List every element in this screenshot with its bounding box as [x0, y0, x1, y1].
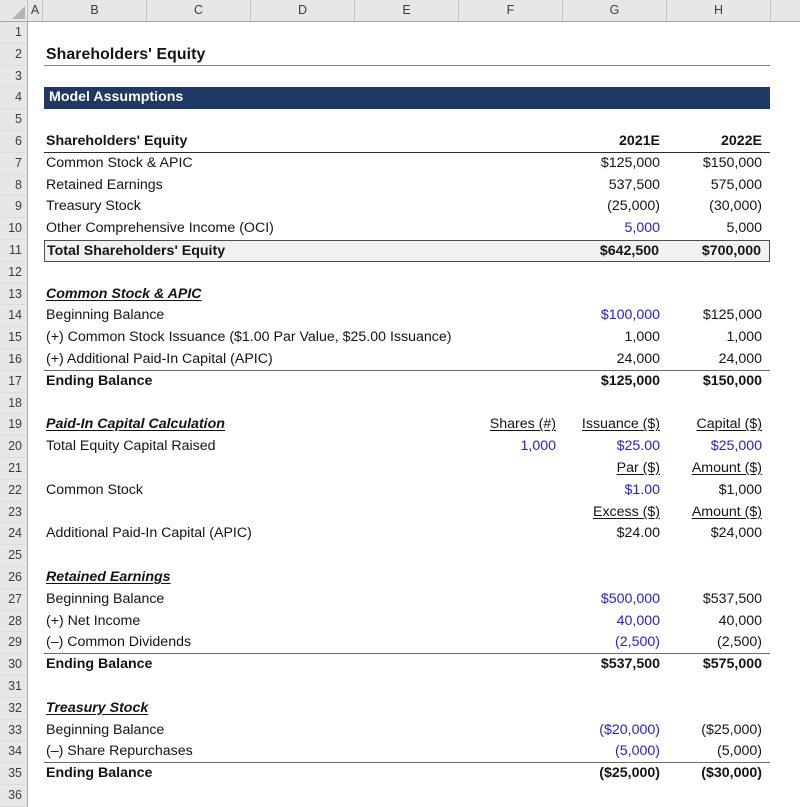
cell-b16[interactable]: (+) Additional Paid-In Capital (APIC) — [46, 350, 273, 367]
cell-g33[interactable]: ($20,000) — [599, 721, 660, 738]
row-number-3[interactable]: 3 — [0, 66, 27, 88]
cell-h6[interactable]: 2022E — [720, 132, 762, 149]
cell-h15[interactable]: 1,000 — [726, 329, 762, 346]
sheet-row-9 — [28, 196, 800, 218]
row-number-column — [0, 22, 28, 807]
row-number-36[interactable]: 36 — [0, 785, 27, 807]
cell-f27[interactable] — [459, 589, 563, 611]
row-number-12[interactable]: 12 — [0, 262, 27, 284]
row-span-b-h-7 — [44, 153, 770, 175]
cell-g19[interactable]: Issuance ($) — [581, 416, 660, 433]
row-number-23[interactable]: 23 — [0, 502, 27, 524]
cell-b2[interactable]: Shareholders' Equity — [46, 45, 206, 63]
cell-h21[interactable]: Amount ($) — [691, 459, 762, 476]
row-span-b-h-33 — [44, 720, 770, 742]
cell-h34[interactable]: (5,000) — [717, 743, 762, 760]
row-number-8[interactable]: 8 — [0, 175, 27, 197]
sheet-row-15 — [28, 327, 800, 349]
row-number-2[interactable]: 2 — [0, 44, 27, 66]
cell-h35[interactable]: ($30,000) — [701, 765, 762, 782]
cell-f34[interactable] — [459, 741, 563, 762]
cell-b17[interactable]: Ending Balance — [46, 372, 153, 389]
column-header-F[interactable]: F — [459, 0, 563, 21]
row-span-b-h-12 — [44, 262, 770, 284]
sheet-row-2 — [28, 44, 800, 66]
cell-b7[interactable]: Common Stock & APIC — [46, 154, 193, 171]
cell-h19[interactable]: Capital ($) — [696, 416, 762, 433]
cell-b24[interactable]: Additional Paid-In Capital (APIC) — [46, 525, 252, 542]
sheet-row-22 — [28, 480, 800, 502]
cell-b26[interactable]: Retained Earnings — [46, 568, 171, 585]
sheet-row-19 — [28, 414, 800, 436]
cell-b29[interactable]: (–) Common Dividends — [46, 634, 192, 651]
cell-b5[interactable] — [44, 109, 770, 131]
cell-b28[interactable]: (+) Net Income — [46, 612, 141, 629]
column-header-E[interactable]: E — [355, 0, 459, 21]
column-header-B[interactable]: B — [43, 0, 147, 21]
row-number-19[interactable]: 19 — [0, 414, 27, 436]
column-header-D[interactable]: D — [251, 0, 355, 21]
sheet-row-17 — [28, 371, 800, 393]
sheet-row-13 — [28, 284, 800, 306]
row-number-7[interactable]: 7 — [0, 153, 27, 175]
row-span-b-h-29 — [44, 632, 770, 654]
cell-f23[interactable] — [459, 502, 563, 524]
column-header-G[interactable]: G — [563, 0, 667, 21]
cell-g10[interactable]: 5,000 — [624, 220, 660, 237]
row-span-b-h-35 — [44, 763, 770, 785]
cell-g28[interactable]: 40,000 — [616, 612, 660, 629]
sheet-row-33 — [28, 720, 800, 742]
row-span-b-h-5 — [44, 109, 770, 131]
sheet-row-8 — [28, 175, 800, 197]
cell-g29[interactable]: (2,500) — [615, 634, 660, 651]
row-number-29[interactable]: 29 — [0, 632, 27, 654]
row-span-b-h-6 — [44, 131, 770, 153]
row-number-16[interactable]: 16 — [0, 349, 27, 371]
cell-g20[interactable]: $25.00 — [616, 438, 660, 455]
cell-h17[interactable]: $150,000 — [702, 372, 762, 389]
sheet-row-27 — [28, 589, 800, 611]
sheet-row-35 — [28, 763, 800, 785]
cell-h22[interactable]: $1,000 — [718, 481, 762, 498]
row-number-22[interactable]: 22 — [0, 480, 27, 502]
row-span-b-h-9 — [44, 196, 770, 218]
row-span-b-h-2 — [44, 44, 770, 66]
cell-f30[interactable] — [459, 654, 563, 676]
sheet-row-20 — [28, 436, 800, 458]
row-span-b-h-31 — [44, 676, 770, 698]
cell-f21[interactable] — [459, 458, 563, 480]
row-number-10[interactable]: 10 — [0, 218, 27, 240]
cell-b36[interactable] — [44, 785, 770, 807]
row-span-b-h-15 — [44, 327, 770, 349]
cell-g6[interactable]: 2021E — [618, 132, 660, 149]
cell-g14[interactable]: $100,000 — [600, 307, 660, 324]
row-span-b-h-16 — [44, 349, 770, 371]
cell-g35[interactable]: ($25,000) — [599, 765, 660, 782]
cell-b25[interactable] — [44, 545, 770, 567]
cell-f10[interactable] — [459, 218, 563, 240]
row-number-35[interactable]: 35 — [0, 763, 27, 785]
row-number-11[interactable]: 11 — [0, 240, 27, 262]
cell-f14[interactable] — [459, 305, 563, 327]
cell-g8[interactable]: 537,500 — [608, 176, 660, 193]
row-number-6[interactable]: 6 — [0, 131, 27, 153]
sheet-row-7 — [28, 153, 800, 175]
cell-h11[interactable]: $700,000 — [701, 242, 761, 259]
cell-h10[interactable]: 5,000 — [726, 220, 762, 237]
select-all-corner[interactable] — [0, 0, 28, 21]
row-span-b-h-10 — [44, 218, 770, 240]
sheet-row-18 — [28, 393, 800, 415]
row-span-b-h-17 — [44, 371, 770, 393]
sheet-row-10 — [28, 218, 800, 240]
cell-g24[interactable]: $24.00 — [616, 525, 660, 542]
row-number-24[interactable]: 24 — [0, 523, 27, 545]
sheet-row-6 — [28, 131, 800, 153]
cell-b12[interactable] — [44, 262, 770, 284]
cell-h14[interactable]: $125,000 — [702, 307, 762, 324]
sheet-row-16 — [28, 349, 800, 371]
sheet-row-4 — [28, 87, 800, 109]
row-span-b-h-22 — [44, 480, 770, 502]
cell-f8[interactable] — [459, 175, 563, 197]
cell-f28[interactable] — [459, 611, 563, 633]
column-header-C[interactable]: C — [147, 0, 251, 21]
sheet-row-23 — [28, 502, 800, 524]
cell-h20[interactable]: $25,000 — [710, 438, 762, 455]
sheet-row-29 — [28, 632, 800, 654]
cell-b8[interactable]: Retained Earnings — [46, 176, 163, 193]
row-span-b-h-13 — [44, 284, 770, 306]
cell-b10[interactable]: Other Comprehensive Income (OCI) — [46, 220, 274, 237]
cell-h29[interactable]: (2,500) — [717, 634, 762, 651]
cell-g21[interactable]: Par ($) — [616, 459, 660, 476]
cell-g34[interactable]: (5,000) — [615, 743, 660, 760]
cell-b13[interactable]: Common Stock & APIC — [46, 285, 202, 302]
sheet-row-12 — [28, 262, 800, 284]
cell-f29[interactable] — [459, 632, 563, 653]
cell-h9[interactable]: (30,000) — [709, 198, 762, 215]
cell-b11[interactable]: Total Shareholders' Equity — [47, 242, 226, 259]
select-all-icon — [12, 6, 25, 19]
row-span-b-h-23 — [44, 502, 770, 524]
row-number-32[interactable]: 32 — [0, 698, 27, 720]
cell-b9[interactable]: Treasury Stock — [46, 198, 141, 215]
row-span-b-h-24 — [44, 523, 770, 545]
row-span-b-h-36 — [44, 785, 770, 807]
row-number-33[interactable]: 33 — [0, 720, 27, 742]
row-span-b-h-14 — [44, 305, 770, 327]
column-header-row — [0, 0, 800, 22]
cell-g15[interactable]: 1,000 — [624, 329, 660, 346]
cell-b15[interactable]: (+) Common Stock Issuance ($1.00 Par Value, $25.00 Issuance) — [46, 329, 452, 346]
cell-f6[interactable] — [459, 131, 563, 152]
row-span-b-h-11 — [44, 240, 770, 262]
row-number-15[interactable]: 15 — [0, 327, 27, 349]
row-number-17[interactable]: 17 — [0, 371, 27, 393]
cell-b22[interactable]: Common Stock — [46, 481, 143, 498]
cell-g22[interactable]: $1.00 — [624, 481, 660, 498]
row-span-b-h-27 — [44, 589, 770, 611]
row-number-1[interactable]: 1 — [0, 22, 27, 44]
cell-b3[interactable] — [44, 66, 770, 88]
cell-g23[interactable]: Excess ($) — [592, 503, 660, 520]
row-span-b-h-19 — [44, 414, 770, 436]
cell-g11[interactable]: $642,500 — [599, 242, 659, 259]
cell-b21[interactable] — [44, 458, 459, 480]
row-number-27[interactable]: 27 — [0, 589, 27, 611]
cell-b4[interactable]: Model Assumptions — [49, 89, 184, 106]
cell-h33[interactable]: ($25,000) — [701, 721, 762, 738]
row-number-30[interactable]: 30 — [0, 654, 27, 676]
row-number-4[interactable]: 4 — [0, 87, 27, 109]
cell-b27[interactable]: Beginning Balance — [46, 590, 165, 607]
row-number-21[interactable]: 21 — [0, 458, 27, 480]
row-span-b-h-34 — [44, 741, 770, 763]
cell-f9[interactable] — [459, 196, 563, 218]
sheet-row-25 — [28, 545, 800, 567]
cell-f15[interactable] — [459, 327, 563, 349]
cell-h8[interactable]: 575,000 — [710, 176, 762, 193]
cell-f11[interactable] — [458, 241, 562, 261]
sheet-row-1 — [28, 22, 800, 44]
sheet-row-28 — [28, 611, 800, 633]
cell-g30[interactable]: $537,500 — [600, 656, 660, 673]
column-header-H[interactable]: H — [667, 0, 771, 21]
cell-g7[interactable]: $125,000 — [600, 154, 660, 171]
column-header-filler — [771, 0, 800, 21]
cell-b32[interactable]: Treasury Stock — [46, 699, 149, 716]
row-number-28[interactable]: 28 — [0, 611, 27, 633]
row-number-14[interactable]: 14 — [0, 305, 27, 327]
sheet-row-21 — [28, 458, 800, 480]
column-header-A[interactable]: A — [28, 0, 43, 21]
cell-f33[interactable] — [459, 720, 563, 742]
cell-f22[interactable] — [459, 480, 563, 502]
cell-f24[interactable] — [459, 523, 563, 545]
column-headers — [28, 0, 771, 21]
cell-b1[interactable] — [44, 22, 770, 44]
row-span-b-h-21 — [44, 458, 770, 480]
sheet-row-11 — [28, 240, 800, 262]
row-number-9[interactable]: 9 — [0, 196, 27, 218]
cell-g16[interactable]: 24,000 — [616, 350, 660, 367]
row-span-b-h-3 — [44, 66, 770, 88]
cell-b33[interactable]: Beginning Balance — [46, 721, 165, 738]
row-span-b-h-30 — [44, 654, 770, 676]
sheet-row-30 — [28, 654, 800, 676]
row-number-13[interactable]: 13 — [0, 284, 27, 306]
sheet-row-36 — [28, 785, 800, 807]
cell-h24[interactable]: $24,000 — [710, 525, 762, 542]
sheet-area — [0, 22, 800, 807]
row-span-b-h-25 — [44, 545, 770, 567]
sheet-row-14 — [28, 305, 800, 327]
row-number-26[interactable]: 26 — [0, 567, 27, 589]
cell-h16[interactable]: 24,000 — [718, 350, 762, 367]
cell-b35[interactable]: Ending Balance — [46, 765, 153, 782]
sheet-row-31 — [28, 676, 800, 698]
cell-b6[interactable]: Shareholders' Equity — [46, 132, 188, 149]
cell-b19[interactable]: Paid-In Capital Calculation — [46, 416, 225, 433]
cell-f19[interactable]: Shares (#) — [489, 416, 556, 433]
sheet-row-5 — [28, 109, 800, 131]
row-span-b-h-28 — [44, 611, 770, 633]
row-number-31[interactable]: 31 — [0, 676, 27, 698]
sheet-row-32 — [28, 698, 800, 720]
cell-b18[interactable] — [44, 393, 770, 415]
row-span-b-h-18 — [44, 393, 770, 415]
sheet-row-24 — [28, 523, 800, 545]
sheet-row-3 — [28, 66, 800, 88]
cell-b20[interactable]: Total Equity Capital Raised — [46, 438, 216, 455]
cell-b34[interactable]: (–) Share Repurchases — [46, 743, 193, 760]
row-span-b-h-20 — [44, 436, 770, 458]
cell-g9[interactable]: (25,000) — [607, 198, 660, 215]
row-number-20[interactable]: 20 — [0, 436, 27, 458]
cell-h30[interactable]: $575,000 — [702, 656, 762, 673]
sheet-row-34 — [28, 741, 800, 763]
row-span-b-h-1 — [44, 22, 770, 44]
cell-f17[interactable] — [459, 371, 563, 393]
cell-b23[interactable] — [44, 502, 459, 524]
row-span-b-h-32 — [44, 698, 770, 720]
sheet-row-26 — [28, 567, 800, 589]
row-number-5[interactable]: 5 — [0, 109, 27, 131]
cell-f20[interactable]: 1,000 — [520, 438, 556, 455]
cell-f35[interactable] — [459, 763, 563, 785]
cell-g17[interactable]: $125,000 — [600, 372, 660, 389]
row-span-b-h-8 — [44, 175, 770, 197]
row-number-34[interactable]: 34 — [0, 741, 27, 763]
row-span-b-h-4 — [44, 87, 770, 109]
cell-b31[interactable] — [44, 676, 770, 698]
cell-b30[interactable]: Ending Balance — [46, 656, 153, 673]
cell-h7[interactable]: $150,000 — [702, 154, 762, 171]
cell-f16[interactable] — [459, 349, 563, 370]
cell-h28[interactable]: 40,000 — [718, 612, 762, 629]
cell-g27[interactable]: $500,000 — [600, 590, 660, 607]
sheet-grid — [28, 22, 800, 807]
cell-h23[interactable]: Amount ($) — [691, 503, 762, 520]
cell-h27[interactable]: $537,500 — [702, 590, 762, 607]
row-span-b-h-26 — [44, 567, 770, 589]
row-number-18[interactable]: 18 — [0, 393, 27, 415]
row-number-25[interactable]: 25 — [0, 545, 27, 567]
cell-b14[interactable]: Beginning Balance — [46, 307, 165, 324]
cell-f7[interactable] — [459, 153, 563, 175]
